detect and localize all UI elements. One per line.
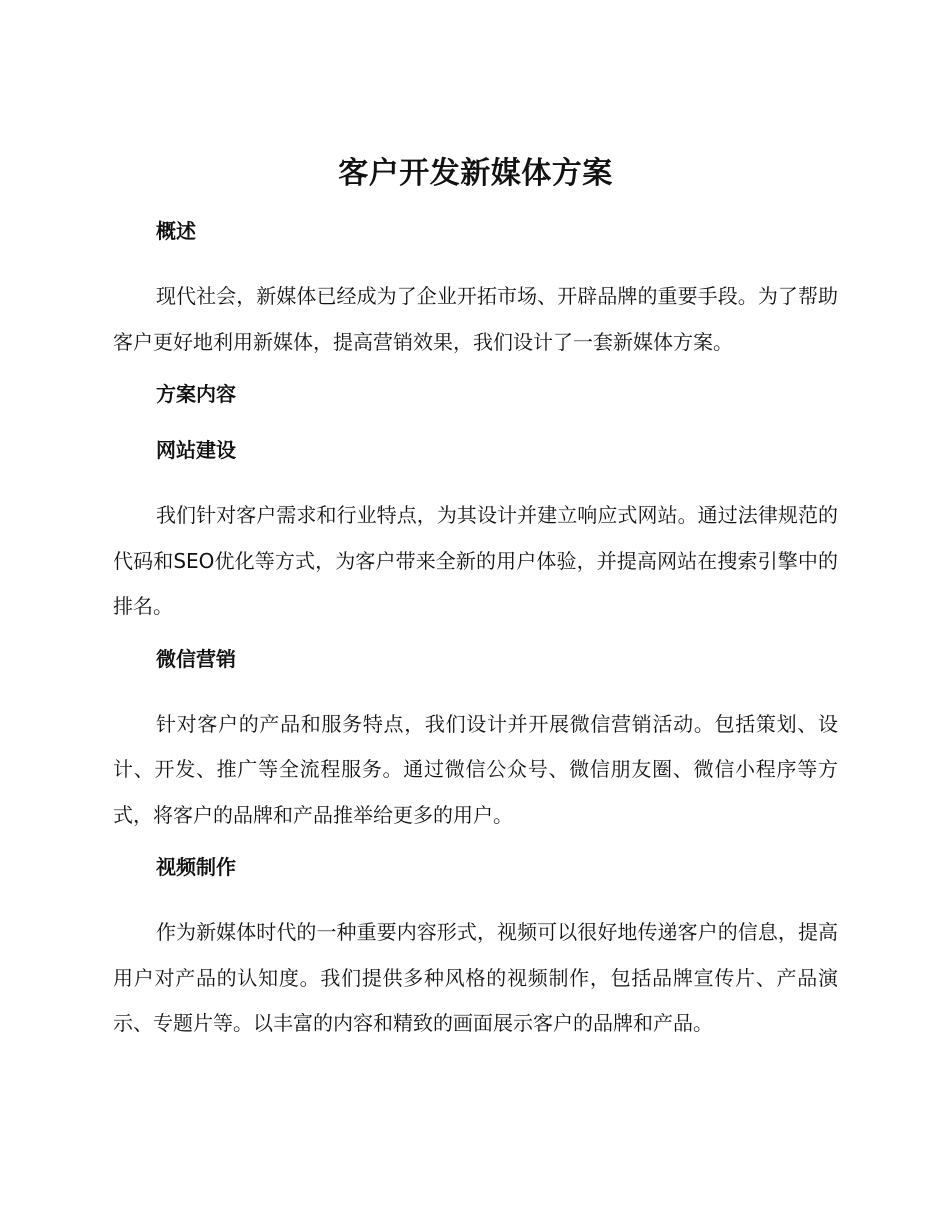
heading-website: 网站建设 xyxy=(156,438,236,462)
heading-plan-content: 方案内容 xyxy=(156,382,236,406)
paragraph-wechat: 针对客户的产品和服务特点，我们设计并开展微信营销活动。包括策划、设计、开发、推广等全流程服务。通过微信公众号、微信朋友圈、微信小程序等方式，将客户的品牌和产品推举给更多的用户。 xyxy=(113,711,838,827)
heading-wechat: 微信营销 xyxy=(156,646,236,671)
document-body xyxy=(113,150,838,1047)
heading-overview: 概述 xyxy=(156,219,196,243)
paragraph-video: 作为新媒体时代的一种重要内容形式，视频可以很好地传递客户的信息，提高用户对产品的认知度。我们提供多种风格的视频制作，包括品牌宣传片、产品演示、专题片等。以丰富的内容和精致的画面展示客户的品牌和产品。 xyxy=(113,920,838,1035)
paragraph-overview: 现代社会，新媒体已经成为了企业开拓市场、开辟品牌的重要手段。为了帮助客户更好地利用新媒体，提高营销效果，我们设计了一套新媒体方案。 xyxy=(113,284,838,354)
paragraph-website: 我们针对客户需求和行业特点，为其设计并建立响应式网站。通过法律规范的代码和SEO优化等方式，为客户带来全新的用户体验，并提高网站在搜索引擎中的排名。 xyxy=(113,503,838,618)
document-title: 客户开发新媒体方案 xyxy=(338,156,613,191)
heading-video: 视频制作 xyxy=(156,855,236,879)
